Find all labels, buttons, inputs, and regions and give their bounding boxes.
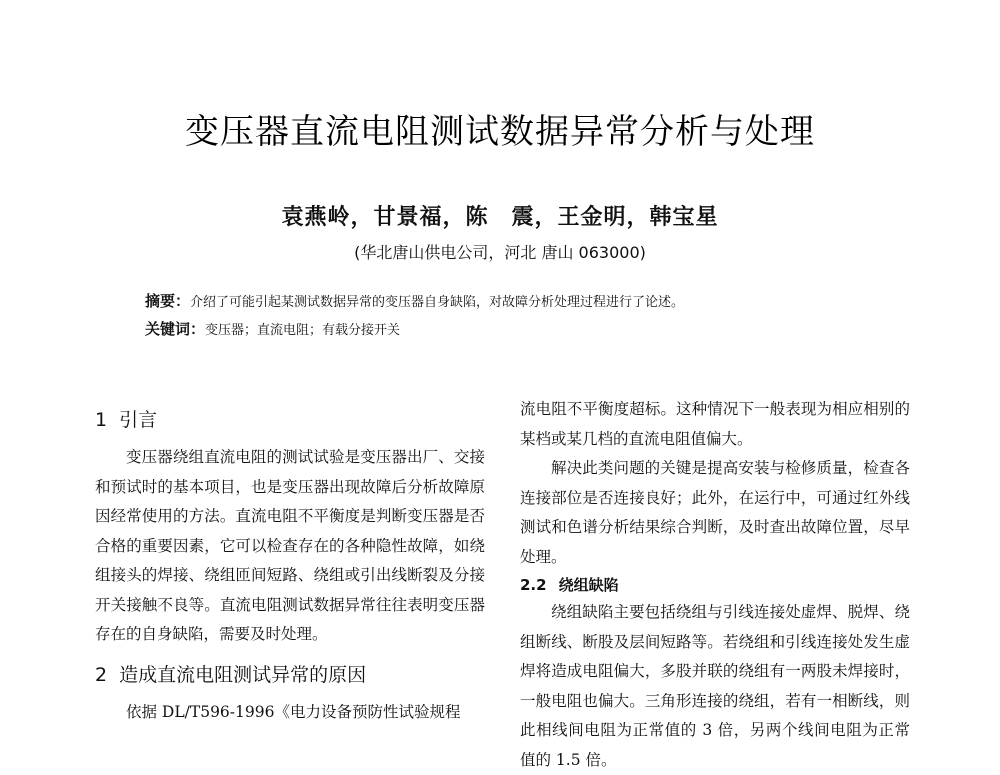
keywords-label: 关键词：: [145, 320, 206, 338]
section-2-2-title: 绕组缺陷: [558, 576, 619, 594]
continued-paragraph: 流电阻不平衡度超标。这种情况下一般表现为相应相别的某档或某几档的直流电阻值偏大。: [520, 400, 910, 448]
section-1-title: 引言: [119, 409, 158, 431]
right-column: [520, 395, 910, 775]
keywords: [145, 318, 905, 339]
winding-defect-paragraph: 绕组缺陷主要包括绕组与引线连接处虚焊、脱焊、绕组断线、断股及层间短路等。若绕组和引线连接处发生虚焊将造成电阻偏大，多股并联的绕组有一两股未焊接时，一般电阻也偏大。三角形连接的绕组，若有一相断线，则此相线间电阻为正常值的 3 倍，另两个线间电阻为正常值的 1.5 倍。: [520, 603, 910, 769]
affiliation: (华北唐山供电公司，河北 唐山 063000): [354, 243, 646, 262]
section-2-2-number: 2.2: [520, 576, 547, 594]
section-2-heading: [95, 660, 485, 690]
abstract-text: 介绍了可能引起某测试数据异常的变压器自身缺陷，对故障分析处理过程进行了论述。: [190, 295, 685, 310]
section-1-paragraph: 变压器绕组直流电阻的测试试验是变压器出厂、交接和预试时的基本项目，也是变压器出现故障后分析故障原因经常使用的方法。直流电阻不平衡度是判断变压器是否合格的重要因素，它可以检查存在的各种隐性故障，如绕组接头的焊接、绕组匝间短路、绕组或引出线断裂及分接开关接触不良等。直流电阻测试数据异常往往表明变压器存在的自身缺陷，需要及时处理。: [95, 448, 485, 643]
section-1-number: 1: [95, 409, 108, 431]
abstract: [145, 290, 905, 311]
section-2-paragraph: 依据 DL/T596-1996《电力设备预防性试验规程: [126, 702, 461, 721]
keywords-text: 变压器；直流电阻；有载分接开关: [205, 323, 401, 338]
solution-paragraph: 解决此类问题的关键是提高安装与检修质量，检查各连接部位是否连接良好；此外，在运行中，可通过红外线测试和色谱分析结果综合判断，及时查出故障位置，尽早处理。: [520, 459, 910, 566]
section-2-title: 造成直流电阻测试异常的原因: [119, 663, 367, 686]
section-2-number: 2: [95, 663, 108, 686]
author-list: 袁燕岭，甘景福，陈 震，王金明，韩宝星: [281, 204, 719, 230]
abstract-label: 摘要：: [145, 292, 191, 310]
section-1-heading: [95, 405, 485, 435]
section-2-2-heading: [520, 572, 910, 598]
left-column: [95, 395, 485, 727]
paper-title: 变压器直流电阻测试数据异常分析与处理: [185, 112, 815, 152]
